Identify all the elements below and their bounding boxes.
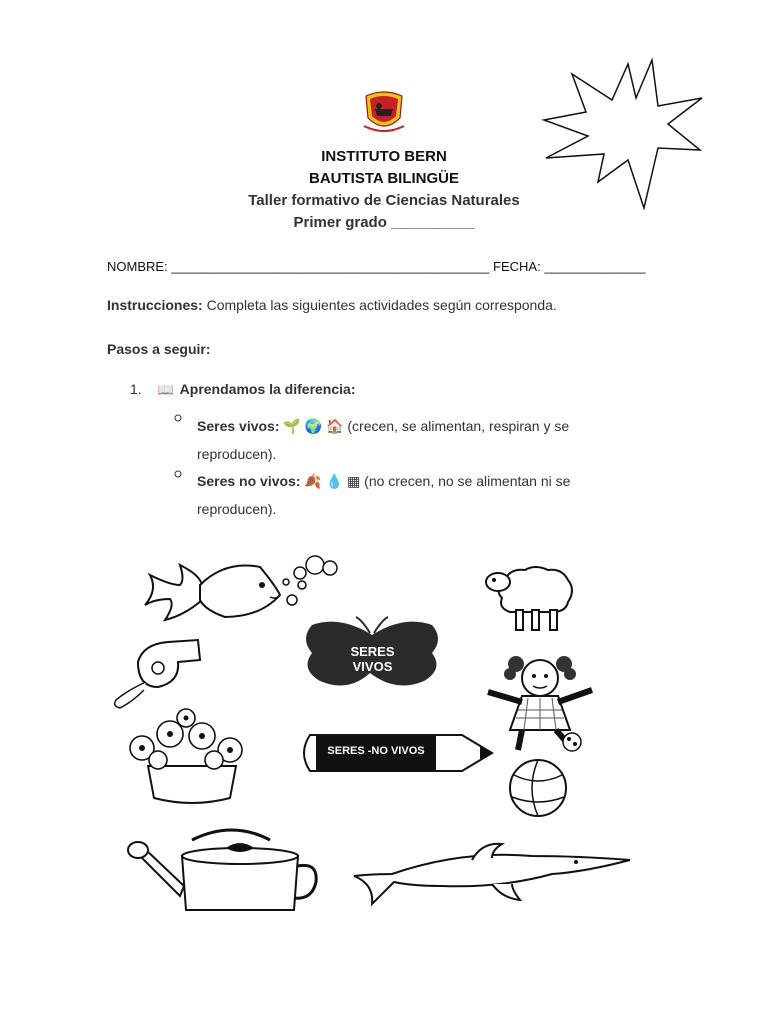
instructions-text: Completa las siguientes actividades según corresponda. <box>206 297 557 313</box>
dolphin-drawing[interactable] <box>352 840 636 912</box>
instructions <box>107 297 557 313</box>
flowers-drawing[interactable] <box>118 708 258 808</box>
drop-icon: 💧 <box>325 473 344 489</box>
name-date-row <box>107 259 646 274</box>
whistle-drawing[interactable] <box>108 632 208 712</box>
nonliving-text-cont: reproducen). <box>197 501 277 517</box>
list-item-1 <box>130 381 355 398</box>
book-icon: 📖 <box>157 382 174 397</box>
date-blank[interactable]: ______________ <box>544 259 646 274</box>
butterfly-label-shape <box>300 615 445 695</box>
grade-line: Primer grado __________ <box>293 214 475 231</box>
living-text-cont: reproducen). <box>197 446 277 462</box>
butterfly-text-line2: VIVOS <box>352 659 393 674</box>
leaf-icon: 🍂 <box>304 473 322 489</box>
bullet <box>174 414 182 422</box>
school-name-line2: BAUTISTA BILINGÜE <box>309 170 459 187</box>
school-name-line1: INSTITUTO BERN <box>321 148 447 165</box>
sprout-icon: 🌱 <box>283 418 301 434</box>
living-text: (crecen, se alimentan, respiran y se <box>347 418 570 434</box>
steps-heading: Pasos a seguir: <box>107 341 211 357</box>
list-title: Aprendamos la diferencia: <box>179 381 356 397</box>
workshop-title: Taller formativo de Ciencias Naturales <box>248 192 520 209</box>
list-item-nonliving <box>197 467 570 523</box>
name-blank[interactable]: ____________________________________________ <box>171 259 490 274</box>
calculator-icon: ▦ <box>347 473 361 489</box>
watering-can-drawing[interactable] <box>122 826 320 916</box>
sheep-drawing[interactable] <box>480 560 580 632</box>
name-label: NOMBRE: <box>107 259 168 274</box>
house-icon: 🏠 <box>326 418 344 434</box>
pencil-text: SERES -NO VIVOS <box>327 745 425 757</box>
nonliving-label: Seres no vivos: <box>197 473 301 489</box>
date-label: FECHA: <box>493 259 541 274</box>
list-item-living <box>197 412 569 468</box>
globe-icon: 🌍 <box>304 418 323 434</box>
instructions-label: Instrucciones: <box>107 297 203 313</box>
list-number: 1. <box>130 381 142 397</box>
doll-drawing[interactable] <box>478 650 602 755</box>
butterfly-text-line1: SERES <box>350 644 395 659</box>
nonliving-text: (no crecen, no se alimentan ni se <box>364 473 571 489</box>
school-logo <box>362 88 406 136</box>
living-label: Seres vivos: <box>197 418 280 434</box>
bullet <box>174 470 182 478</box>
ball-drawing[interactable] <box>502 757 574 819</box>
pencil-label-shape <box>296 731 494 775</box>
